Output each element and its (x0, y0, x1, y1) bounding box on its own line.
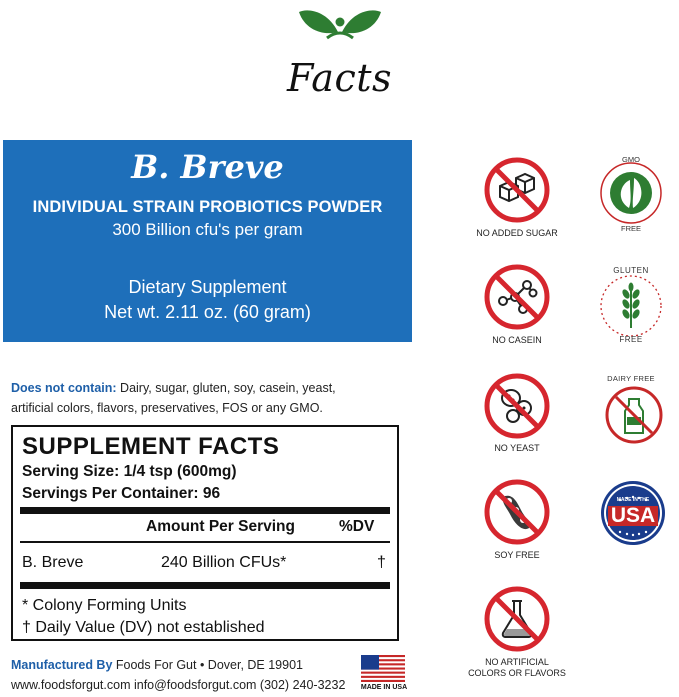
us-flag-icon (361, 655, 405, 682)
page-title: Facts (287, 56, 392, 100)
product-banner (3, 140, 412, 342)
no-artificial-label-2: COLORS OR FLAVORS (468, 668, 566, 678)
ingredient-name: B. Breve (22, 554, 84, 571)
manufacturer-contact: www.foodsforgut.com info@foodsforgut.com (302) 240-3232 (11, 678, 346, 692)
does-not-contain-line2: artificial colors, flavors, preservatives, FOS or any GMO. (11, 401, 323, 415)
gluten-badge-top: GLUTEN (613, 266, 649, 275)
dairy-free-label: DAIRY FREE (607, 374, 655, 383)
no-yeast-label: NO YEAST (494, 443, 540, 453)
product-net-weight: Net wt. 2.11 oz. (60 gram) (104, 302, 311, 322)
manufacturer-details: Foods For Gut • Dover, DE 19901 (115, 658, 303, 672)
product-subtitle: INDIVIDUAL STRAIN PROBIOTICS POWDER (32, 198, 383, 216)
soy-free-icon (483, 478, 551, 546)
manufacturer-line (11, 658, 303, 672)
serving-size: Serving Size: 1/4 tsp (600mg) (22, 463, 237, 480)
amount-per-serving-header: Amount Per Serving (146, 518, 295, 535)
does-not-contain-notice (11, 378, 411, 418)
no-casein-label: NO CASEIN (492, 335, 542, 345)
ingredient-amount: 240 Billion CFUs* (161, 554, 287, 571)
servings-per-container: Servings Per Container: 96 (22, 485, 221, 502)
facts-thick-divider (20, 507, 390, 514)
no-casein-icon (483, 263, 551, 331)
does-not-contain-label: Does not contain: (11, 381, 117, 395)
product-potency: 300 Billion cfu's per gram (112, 220, 303, 239)
product-name: B. Breve (131, 148, 284, 186)
footnote-dv: † Daily Value (DV) not established (22, 619, 265, 636)
supplement-facts-title: SUPPLEMENT FACTS (22, 433, 280, 460)
footnote-cfu: * Colony Forming Units (22, 597, 187, 614)
gmo-badge-bottom: FREE (620, 224, 641, 233)
no-artificial-label-1: NO ARTIFICIAL (485, 657, 549, 667)
dairy-free-icon (604, 385, 664, 445)
gmo-badge-top: GMO (622, 155, 640, 164)
daily-value-header: %DV (339, 518, 375, 535)
soy-free-label: SOY FREE (494, 550, 540, 560)
product-type: Dietary Supplement (128, 277, 287, 297)
facts-thin-divider (20, 541, 390, 543)
made-in-usa-label: MADE IN USA (360, 684, 408, 691)
no-sugar-label: NO ADDED SUGAR (476, 228, 558, 238)
facts-thick-divider (20, 582, 390, 589)
does-not-contain-line1: Dairy, sugar, gluten, soy, casein, yeast, (120, 381, 336, 395)
no-sugar-icon (483, 156, 551, 224)
no-yeast-icon (483, 372, 551, 440)
no-artificial-icon (483, 585, 551, 653)
usa-badge-text: USA (610, 504, 656, 527)
leaf-logo-icon (297, 2, 383, 44)
usa-badge-top: MADE IN THE (616, 497, 650, 503)
manufacturer-label: Manufactured By (11, 658, 113, 672)
supplement-facts-panel (11, 425, 399, 641)
gluten-badge-bottom: FREE (619, 335, 643, 344)
ingredient-dv: † (377, 554, 386, 571)
